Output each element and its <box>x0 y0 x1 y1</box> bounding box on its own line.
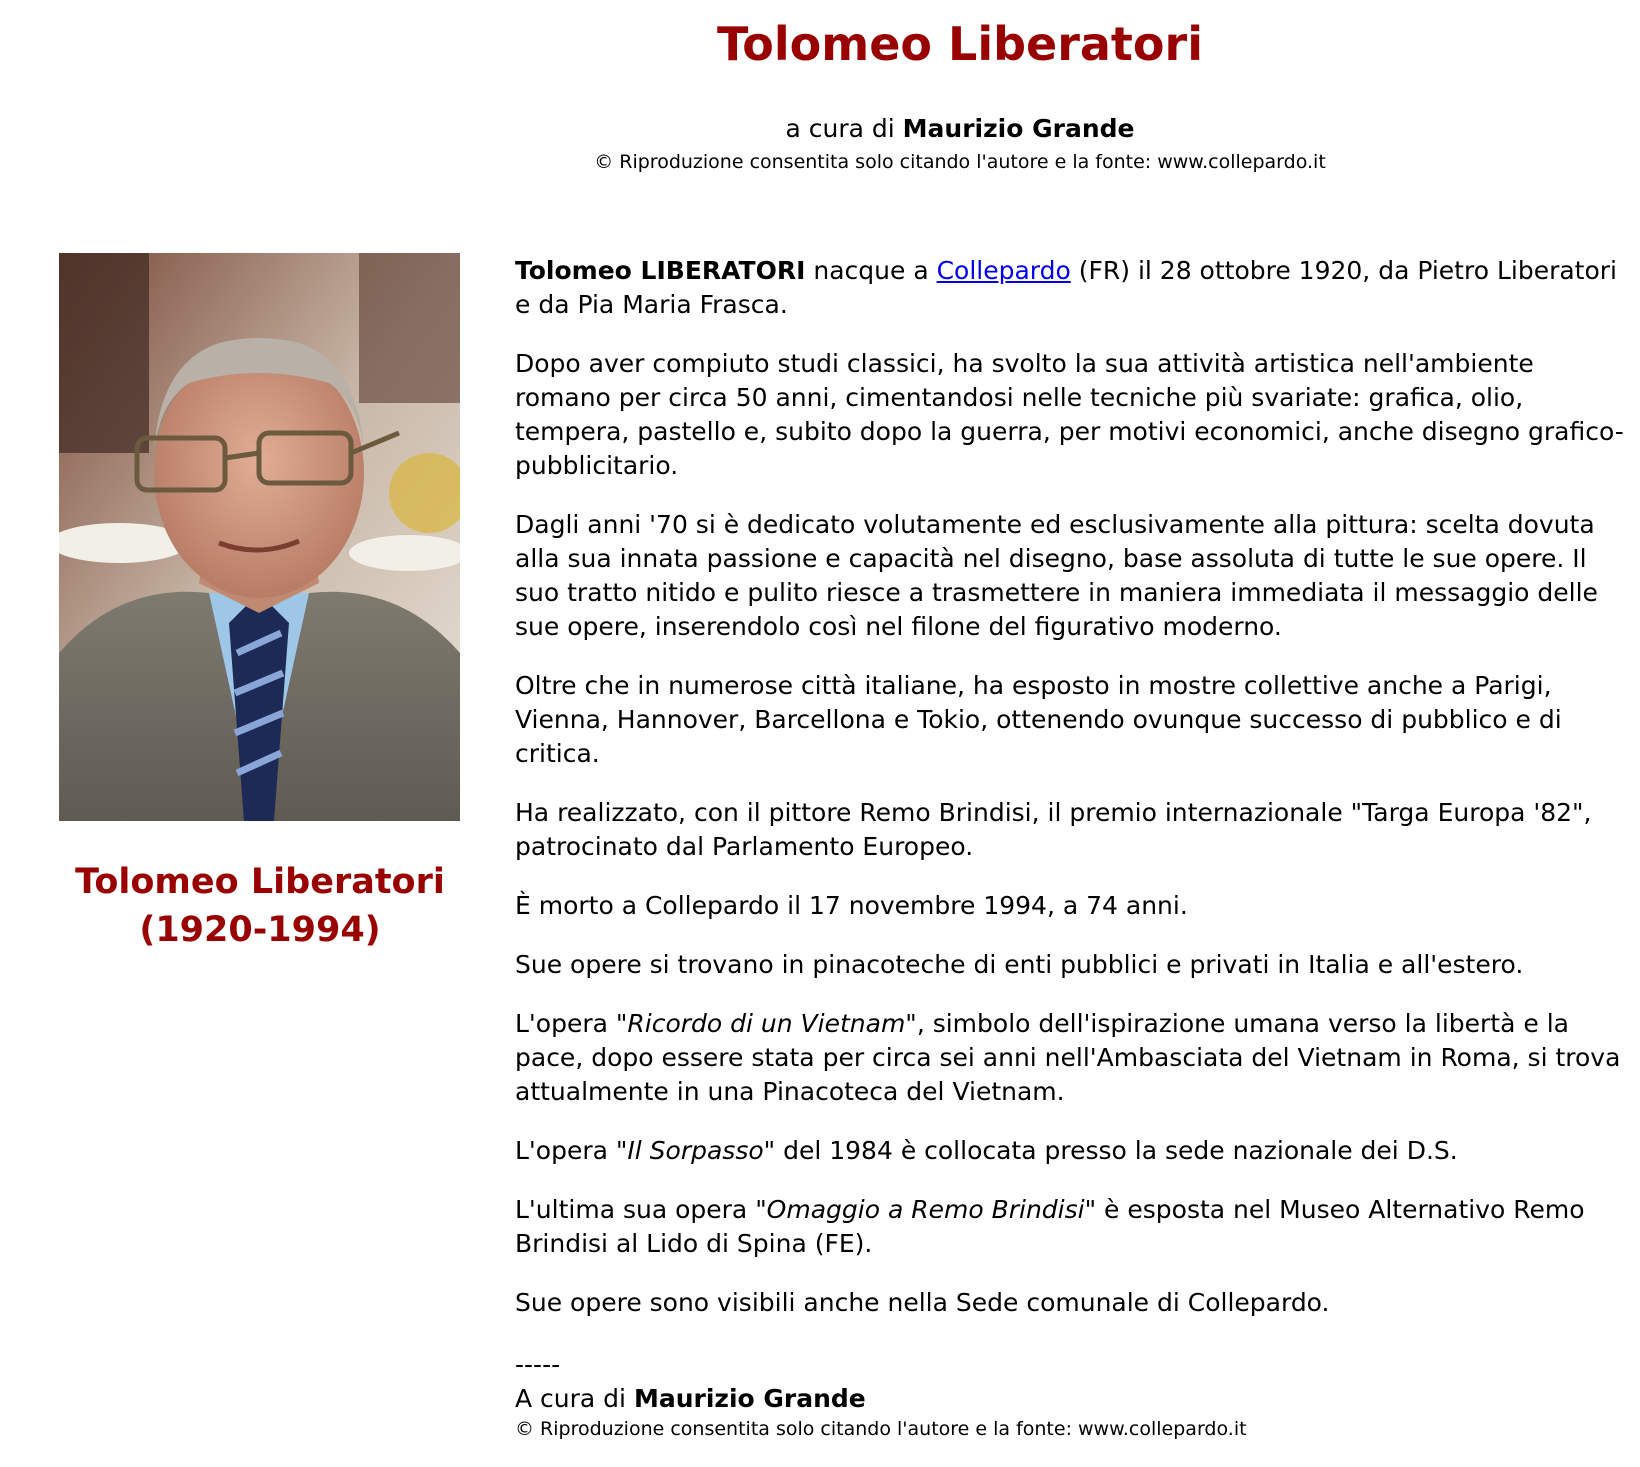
bio-text: L'opera <box>515 1009 616 1038</box>
bio-text: (FR) il 28 ottobre 1920, da Pietro Liberatori e da Pia Maria Frasca. <box>515 256 1618 319</box>
bio-text: L'ultima sua opera <box>515 1195 756 1224</box>
bio-text: , simbolo dell'ispirazione umana verso la libertà e la pace, dopo essere stata per circa sei anni nell'Ambasciata del Vietnam in Roma, si trova attualmente in una Pinacoteca del Vietnam. <box>515 1009 1621 1106</box>
artwork-title: "Il Sorpasso" <box>615 1136 776 1165</box>
bio-paragraph: Sue opere sono visibili anche nella Sede comunale di Collepardo. <box>515 1288 1330 1317</box>
bio-text: del 1984 è collocata presso la sede nazionale dei D.S. <box>775 1136 1458 1165</box>
footer-separator: ----- <box>515 1350 561 1379</box>
bio-text: è esposta nel Museo Alternativo Remo Brindisi al Lido di Spina (FE). <box>515 1195 1585 1258</box>
bio-paragraph: Dagli anni '70 si è dedicato volutamente ed esclusivamente alla pittura: scelta dovuta alla sua innata passione e capacità nel disegno, base assoluta di tutte le sue opere. Il suo tratto nitido e pulito riesce a trasmettere in maniera immediata il messaggio delle sue opere, inserendolo così nel filone del figurativo moderno. <box>515 510 1598 641</box>
bio-paragraph: Dopo aver compiuto studi classici, ha svolto la sua attività artistica nell'ambiente romano per circa 50 anni, cimentandosi nelle tecniche più svariate: grafica, olio, tempera, pastello e, subito dopo la guerra, per motivi economici, anche disegno grafico-pubblicitario. <box>515 349 1624 480</box>
bio-paragraph <box>515 254 1625 322</box>
bio-text: nacque a <box>805 256 937 285</box>
collepardo-link[interactable]: Collepardo <box>936 256 1071 285</box>
footer-credit <box>515 1382 1625 1416</box>
portrait-caption <box>40 858 480 954</box>
byline-prefix: a cura di <box>785 114 895 143</box>
caption-years: (1920-1994) <box>139 910 381 950</box>
footer-credit-prefix: A cura di <box>515 1384 626 1413</box>
bio-paragraph: È morto a Collepardo il 17 novembre 1994, a 74 anni. <box>515 891 1188 920</box>
byline-author: Maurizio Grande <box>902 114 1135 143</box>
caption-name: Tolomeo Liberatori <box>75 862 445 902</box>
bio-paragraph <box>515 1134 1625 1168</box>
portrait-photo <box>59 253 460 821</box>
byline <box>460 112 1460 146</box>
bio-paragraph: Ha realizzato, con il pittore Remo Brindisi, il premio internazionale "Targa Europa '82", patrocinato dal Parlamento Europeo. <box>515 798 1592 861</box>
copyright-notice-bottom: © Riproduzione consentita solo citando l'autore e la fonte: www.collepardo.it <box>515 1418 1247 1440</box>
page-title: Tolomeo Liberatori <box>717 17 1203 71</box>
bio-paragraph <box>515 1007 1625 1109</box>
artwork-title: "Ricordo di un Vietnam" <box>615 1009 917 1038</box>
copyright-notice-top: © Riproduzione consentita solo citando l'autore e la fonte: www.collepardo.it <box>594 151 1326 173</box>
bio-paragraph: Oltre che in numerose città italiane, ha esposto in mostre collettive anche a Parigi, Vienna, Hannover, Barcellona e Tokio, ottenendo ovunque successo di pubblico e di critica. <box>515 671 1562 768</box>
artwork-title: "Omaggio a Remo Brindisi" <box>755 1195 1097 1224</box>
subject-name: Tolomeo LIBERATORI <box>515 256 806 285</box>
bio-paragraph <box>515 1193 1625 1261</box>
bio-paragraph: Sue opere si trovano in pinacoteche di enti pubblici e privati in Italia e all'estero. <box>515 950 1524 979</box>
biography <box>515 254 1625 1442</box>
footer-author: Maurizio Grande <box>633 1384 866 1413</box>
bio-text: L'opera <box>515 1136 616 1165</box>
